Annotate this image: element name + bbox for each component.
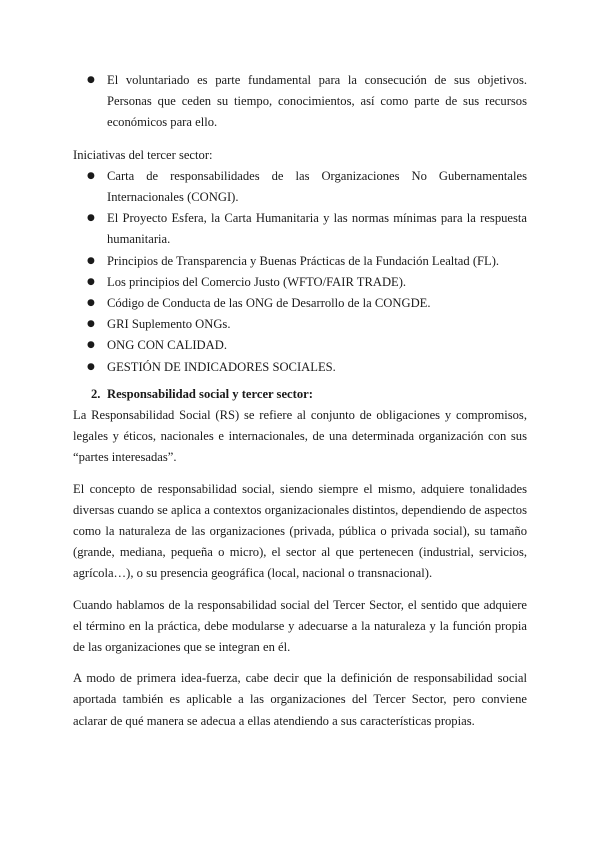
paragraph: La Responsabilidad Social (RS) se refiere al conjunto de obligaciones y compromisos, legales y éticos, nacionales e internacionales, de una determinada organización con sus “partes interesadas”. xyxy=(73,408,527,465)
intro-bullet-list xyxy=(73,70,527,134)
list-item: ● Principios de Transparencia y Buenas Prácticas de la Fundación Lealtad (FL). xyxy=(73,251,527,272)
list-item: ● GESTIÓN DE INDICADORES SOCIALES. xyxy=(73,357,527,378)
section-number: 2. xyxy=(91,386,101,401)
list-item: ● El voluntariado es parte fundamental para la consecución de sus objetivos. Personas que ceden su tiempo, conocimientos, así como parte de sus recursos económicos para ello. xyxy=(73,70,527,134)
list-item: ● ONG CON CALIDAD. xyxy=(73,335,527,356)
paragraph: El concepto de responsabilidad social, siendo siempre el mismo, adquiere tonalidades diversas cuando se aplica a contextos organizacionales distintos, dependiendo de aspectos como la naturaleza de las organizaciones (privada, pública o privada social), su tamaño (grande, mediana, pequeña o micro), el sector al que pertenecen (industrial, servicios, agrícola…), o su presencia geográfica (local, nacional o transnacional). xyxy=(73,481,527,581)
document-page xyxy=(73,70,527,742)
initiatives-list xyxy=(73,166,527,378)
initiatives-label: Iniciativas del tercer sector: xyxy=(73,147,213,162)
list-item: ● Código de Conducta de las ONG de Desarrollo de la CONGDE. xyxy=(73,293,527,314)
list-item: ● Los principios del Comercio Justo (WFTO/FAIR TRADE). xyxy=(73,272,527,293)
list-item: ● Carta de responsabilidades de las Organizaciones No Gubernamentales Internacionales (CONGI). xyxy=(73,166,527,208)
paragraph: A modo de primera idea-fuerza, cabe decir que la definición de responsabilidad social aportada también es aplicable a las organizaciones del Tercer Sector, pero conviene aclarar de qué manera se adecua a ellas atendiendo a sus características propias. xyxy=(73,671,527,728)
paragraph: Cuando hablamos de la responsabilidad social del Tercer Sector, el sentido que adquiere el término en la práctica, debe modularse y adecuarse a la naturaleza y la función propia de las organizaciones que se integran en él. xyxy=(73,597,527,655)
list-item: ● El Proyecto Esfera, la Carta Humanitaria y las normas mínimas para la respuesta humanitaria. xyxy=(73,208,527,250)
section-title: Responsabilidad social y tercer sector: xyxy=(107,386,313,401)
list-item: ● GRI Suplemento ONGs. xyxy=(73,314,527,335)
section-heading xyxy=(73,384,527,405)
